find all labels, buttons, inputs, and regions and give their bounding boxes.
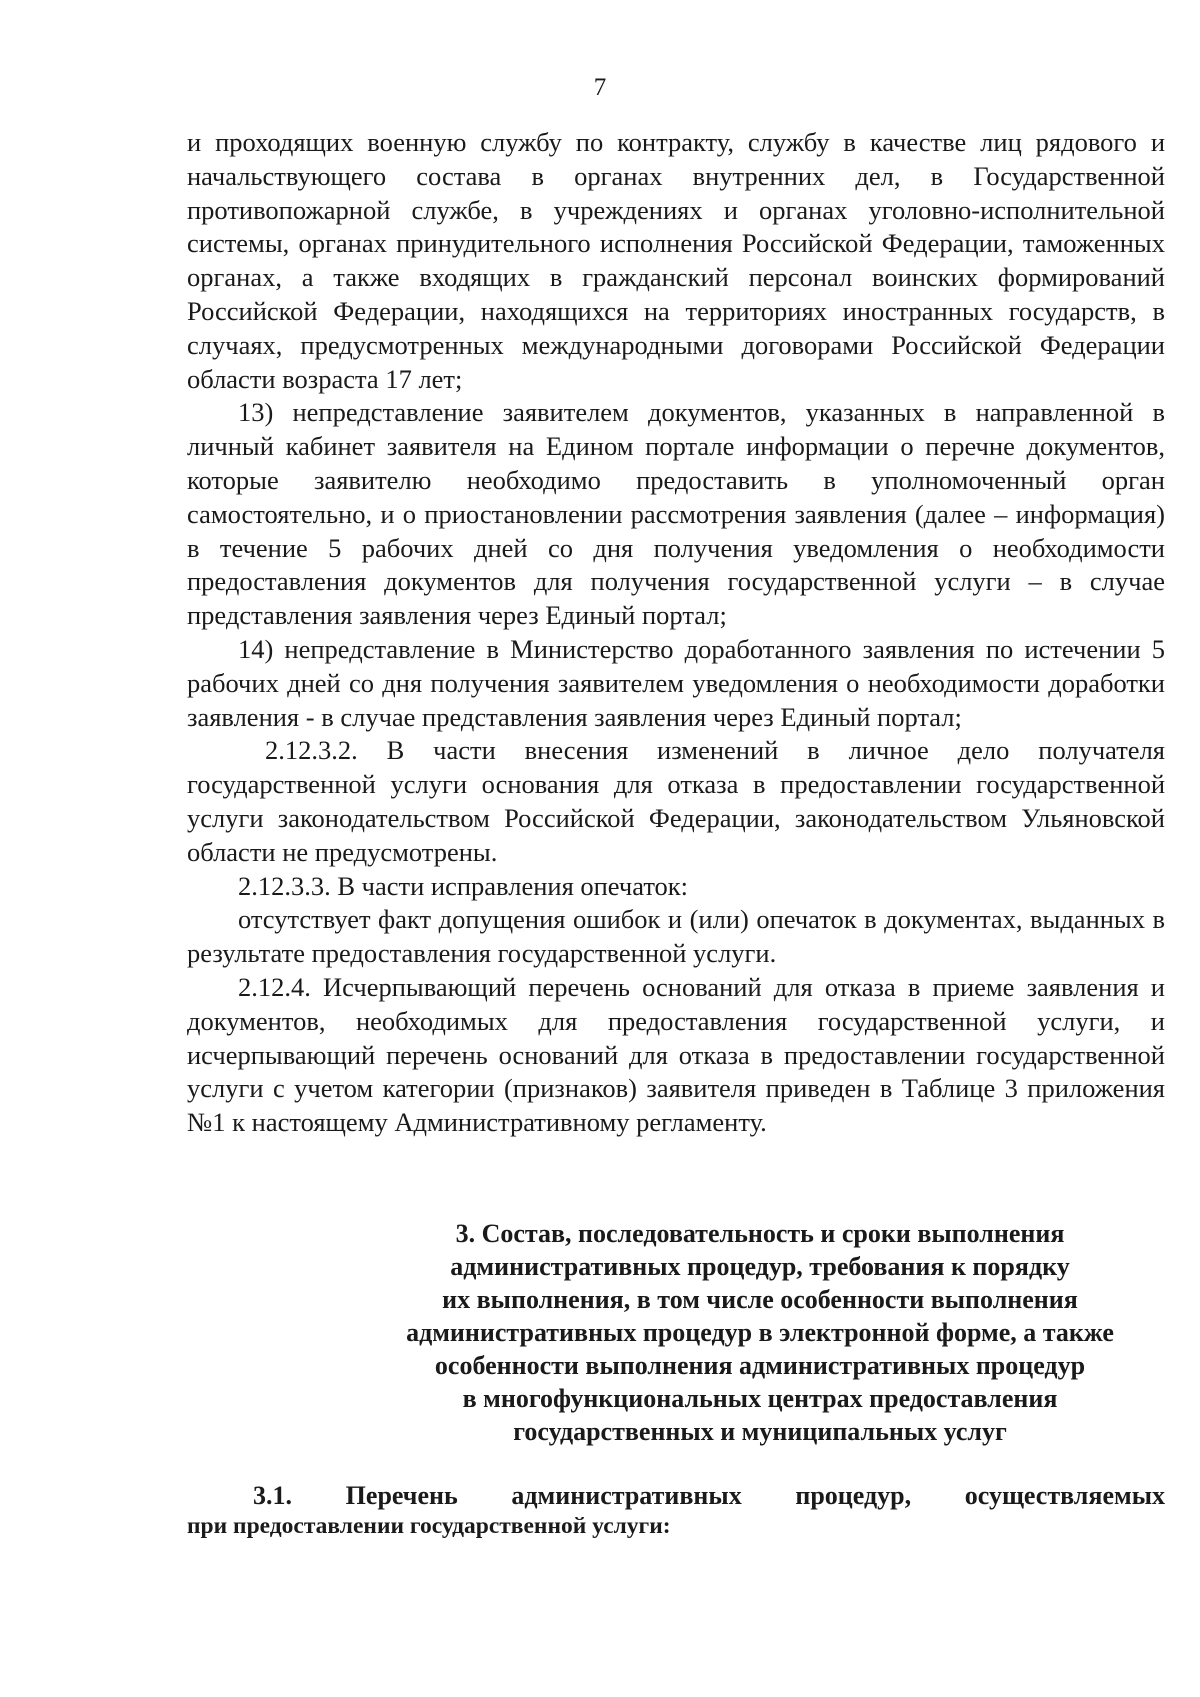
paragraph-continuation: и проходящих военную службу по контракту, службу в качестве лиц рядового и начальствующего состава в органах внутренних дел, в Государственной противопожарной службе, в учреждениях и органах уголовно-исполнительной системы, органах принудительного исполнения Российской Федерации, таможенных органах, а также входящих в гражданский персонал воинских формирований Российской Федерации, находящихся на территориях иностранных государств, в случаях, предусмотренных международными договорами Российской Федерации области возраста 17 лет; [187, 127, 1165, 394]
paragraph-typos: отсутствует факт допущения ошибок и (или) опечаток в документах, выданных в результате предоставления государственной услуги. [187, 904, 1165, 969]
subsection-title-line2: при предоставлении государственной услуги: [187, 1513, 671, 1539]
paragraph-2-12-3-3: 2.12.3.3. В части исправления опечаток: [238, 870, 689, 901]
section-heading-line: особенности выполнения административных процедур [434, 1351, 1086, 1380]
paragraph-item-14: 14) непредставление в Министерство доработанного заявления по истечении 5 рабочих дней со дня получения заявителем уведомления о необходимости доработки заявления - в случае представления заявления через Единый портал; [187, 633, 1165, 732]
subsection-title-line1: 3.1. Перечень административных процедур, осуществляемых [253, 1481, 1165, 1510]
paragraph-2-12-4: 2.12.4. Исчерпывающий перечень оснований для отказа в приеме заявления и документов, необходимых для предоставления государственной услуги, и исчерпывающий перечень оснований для отказа в предоставлении государственной услуги с учетом категории (признаков) заявителя приведен в Таблице 3 приложения №1 к настоящему Административному регламенту. [187, 971, 1165, 1138]
document-body [187, 126, 1165, 1140]
section-heading-line: государственных и муниципальных услуг [513, 1417, 1007, 1446]
section-heading-line: административных процедур, требования к порядку [450, 1252, 1070, 1281]
section-heading [300, 1217, 1200, 1448]
paragraph-item-13: 13) непредставление заявителем документов, указанных в направленной в личный кабинет заявителя на Едином портале информации о перечне документов, которые заявителю необходимо предоставить в уполномоченный орган самостоятельно, и о приостановлении рассмотрения заявления (далее – информация) в течение 5 рабочих дней со дня получения уведомления о необходимости предоставления документов для получения государственной услуги – в случае представления заявления через Единый портал; [187, 397, 1165, 631]
section-heading-line: 3. Состав, последовательность и сроки выполнения [455, 1219, 1065, 1248]
section-heading-line: их выполнения, в том числе особенности выполнения [442, 1285, 1078, 1314]
subsection-heading [187, 1480, 1165, 1542]
section-heading-line: административных процедур в электронной форме, а также [406, 1318, 1114, 1347]
paragraph-2-12-3-2: 2.12.3.2. В части внесения изменений в личное дело получателя государственной услуги основания для отказа в предоставлении государственной услуги законодательством Российской Федерации, законодательством Ульяновской области не предусмотрены. [187, 735, 1165, 867]
section-heading-line: в многофункциональных центрах предоставления [462, 1384, 1058, 1413]
page-number: 7 [593, 74, 607, 101]
